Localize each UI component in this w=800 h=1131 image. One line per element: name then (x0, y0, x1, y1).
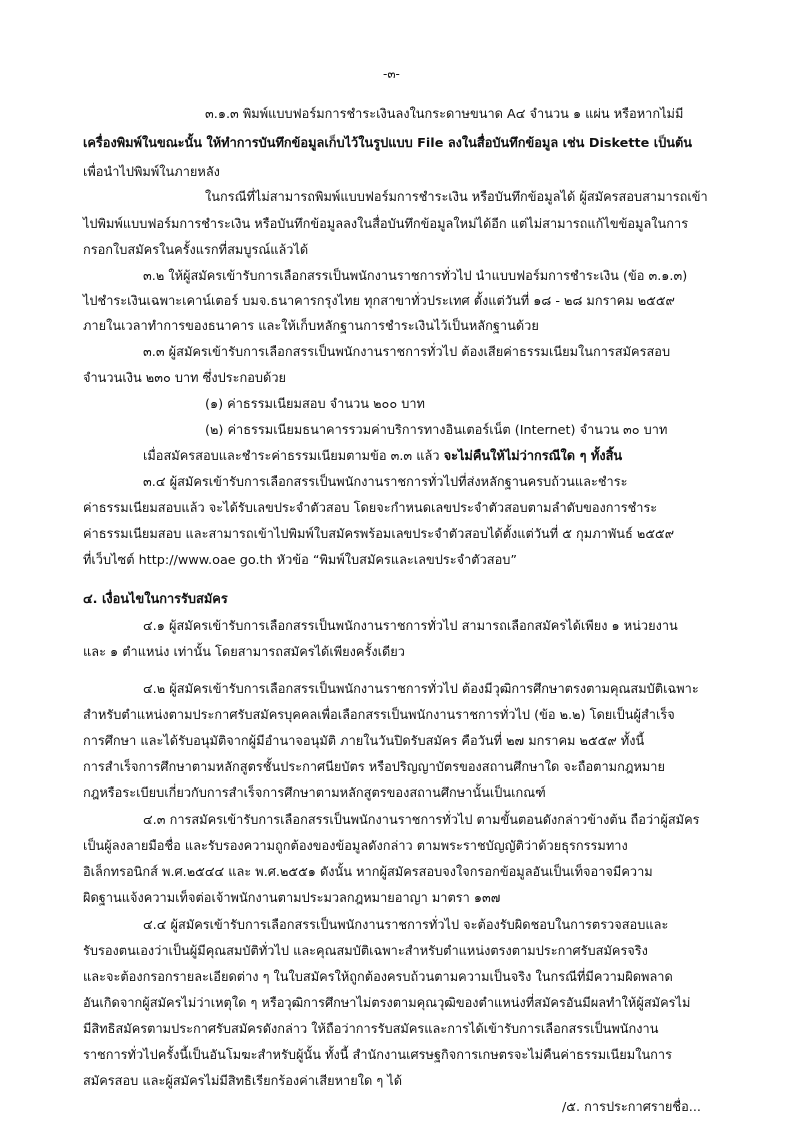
paragraph-line: กฎหรือระเบียบเกี่ยวกับการสำเร็จการศึกษาตามหลักสูตรของสถานศึกษานั้นเป็นเกณฑ์ (83, 786, 546, 801)
paragraph-line: ที่เว็บไซต์ http://www.oae go.th หัวข้อ “พิมพ์ใบสมัครและเลขประจำตัวสอบ” (83, 553, 518, 568)
page-number: -๓- (383, 67, 400, 81)
paragraph-line: เป็นผู้ลงลายมือชื่อ และรับรองความถูกต้องของข้อมูลดังกล่าว ตามพระราชบัญญัติว่าด้วยธุรกรรมทาง (83, 839, 628, 854)
paragraph-line: และ ๑ ตำแหน่ง เท่านั้น โดยสามารถสมัครได้เพียงครั้งเดียว (83, 645, 405, 660)
paragraph-line: ๔.๔ ผู้สมัครเข้ารับการเลือกสรรเป็นพนักงานราชการทั่วไป จะต้องรับผิดชอบในการตรวจสอบและ (143, 918, 669, 933)
paragraph-line: รับรองตนเองว่าเป็นผู้มีคุณสมบัติทั่วไป และคุณสมบัติเฉพาะสำหรับตำแหน่งตรงตามประกาศรับสมัครจริง (83, 944, 648, 959)
refund-note (143, 447, 622, 467)
paragraph-line: สำหรับตำแหน่งตามประกาศรับสมัครบุคคลเพื่อเลือกสรรเป็นพนักงานราชการทั่วไป (ข้อ ๒.๒) โดยเป็นผู้สำเร็จ (83, 708, 675, 723)
paragraph-line: ผิดฐานแจ้งความเท็จต่อเจ้าพนักงานตามประมวลกฎหมายอาญา มาตรา ๑๓๗ (83, 891, 501, 906)
next-page-continuation: /๕. การประกาศรายชื่อ... (562, 1100, 701, 1115)
fee-item: (๑) ค่าธรรมเนียมสอบ จำนวน ๒๐๐ บาท (205, 397, 425, 412)
paragraph-line: สมัครสอบ และผู้สมัครไม่มีสิทธิเรียกร้องค่าเสียหายใด ๆ ได้ (83, 1074, 403, 1089)
refund-note-text: เมื่อสมัครสอบและชำระค่าธรรมเนียมตามข้อ ๓.๓ แล้ว (143, 449, 444, 464)
paragraph-line: ๓.๒ ให้ผู้สมัครเข้ารับการเลือกสรรเป็นพนักงานราชการทั่วไป นำแบบฟอร์มการชำระเงิน (ข้อ ๓.๑.๓) (143, 269, 688, 284)
paragraph-line: กรอกใบสมัครในครั้งแรกที่สมบูรณ์แล้วได้ (83, 243, 309, 258)
paragraph-line: ไปพิมพ์แบบฟอร์มการชำระเงิน หรือบันทึกข้อมูลลงในสื่อบันทึกข้อมูลใหม่ได้อีก แต่ไม่สามารถแก้ไขข้อมูลในการ (83, 217, 689, 232)
paragraph-line: ค่าธรรมเนียมสอบ และสามารถเข้าไปพิมพ์ใบสมัครพร้อมเลขประจำตัวสอบได้ตั้งแต่วันที่ ๕ กุมภาพันธ์ ๒๕๕๙ (83, 527, 675, 542)
paragraph-line: มีสิทธิสมัครตามประกาศรับสมัครดังกล่าว ให้ถือว่าการรับสมัครและการได้เข้ารับการเลือกสรรเป็นพนักงาน (83, 1022, 659, 1037)
paragraph-line: เพื่อนำไปพิมพ์ในภายหลัง (83, 165, 220, 180)
paragraph-line: ค่าธรรมเนียมสอบแล้ว จะได้รับเลขประจำตัวสอบ โดยจะกำหนดเลขประจำตัวสอบตามลำดับของการชำระ (83, 501, 658, 516)
fee-item: (๒) ค่าธรรมเนียมธนาคารรวมค่าบริการทางอินเตอร์เน็ต (Internet) จำนวน ๓๐ บาท (205, 423, 668, 438)
paragraph-line: ภายในเวลาทำการของธนาคาร และให้เก็บหลักฐานการชำระเงินไว้เป็นหลักฐานด้วย (83, 319, 539, 334)
paragraph-line: ๓.๑.๓ พิมพ์แบบฟอร์มการชำระเงินลงในกระดาษขนาด A๔ จำนวน ๑ แผ่น หรือหากไม่มี (205, 107, 684, 122)
paragraph-line: ๓.๓ ผู้สมัครเข้ารับการเลือกสรรเป็นพนักงานราชการทั่วไป ต้องเสียค่าธรรมเนียมในการสมัครสอบ (143, 345, 671, 360)
paragraph-line: อันเกิดจากผู้สมัครไม่ว่าเหตุใด ๆ หรือวุฒิการศึกษาไม่ตรงตามคุณวุฒิของตำแหน่งที่สมัครอันมีผลทำให้ผู้สมัครไม่ (83, 996, 691, 1011)
paragraph-line: อิเล็กทรอนิกส์ พ.ศ.๒๕๔๔ และ พ.ศ.๒๕๕๑ ดังนั้น หากผู้สมัครสอบจงใจกรอกข้อมูลอันเป็นเท็จอาจมีความ (83, 865, 653, 880)
paragraph-line: เครื่องพิมพ์ในขณะนั้น ให้ทำการบันทึกข้อมูลเก็บไว้ในรูปแบบ File ลงในสื่อบันทึกข้อมูล เช่น Diskette เป็นต้น (83, 136, 693, 151)
paragraph-line: จำนวนเงิน ๒๓๐ บาท ซึ่งประกอบด้วย (83, 371, 287, 386)
paragraph-line: การศึกษา และได้รับอนุมัติจากผู้มีอำนาจอนุมัติ ภายในวันปิดรับสมัคร คือวันที่ ๒๗ มกราคม ๒๕๕๙ ทั้งนี้ (83, 734, 645, 749)
paragraph-line: การสำเร็จการศึกษาตามหลักสูตรชั้นประกาศนียบัตร หรือปริญญาบัตรของสถานศึกษาใด จะถือตามกฎหมาย (83, 760, 665, 775)
paragraph-line: ๓.๔ ผู้สมัครเข้ารับการเลือกสรรเป็นพนักงานราชการทั่วไปที่ส่งหลักฐานครบถ้วนและชำระ (143, 475, 628, 490)
paragraph-line: ในกรณีที่ไม่สามารถพิมพ์แบบฟอร์มการชำระเงิน หรือบันทึกข้อมูลได้ ผู้สมัครสอบสามารถเข้า (205, 190, 708, 205)
paragraph-line: ราชการทั่วไปครั้งนี้เป็นอันโมฆะสำหรับผู้นั้น ทั้งนี้ สำนักงานเศรษฐกิจการเกษตรจะไม่คืนค่าธรรมเนียมในการ (83, 1048, 672, 1063)
paragraph-line: ๔.๒ ผู้สมัครเข้ารับการเลือกสรรเป็นพนักงานราชการทั่วไป ต้องมีวุฒิการศึกษาตรงตามคุณสมบัติเฉพาะ (143, 682, 699, 697)
paragraph-line: ไปชำระเงินเฉพาะเคาน์เตอร์ บมจ.ธนาคารกรุงไทย ทุกสาขาทั่วประเทศ ตั้งแต่วันที่ ๑๘ - ๒๘ มกราคม ๒๕๕๙ (83, 294, 675, 309)
paragraph-line: ๔.๓ การสมัครเข้ารับการเลือกสรรเป็นพนักงานราชการทั่วไป ตามขั้นตอนดังกล่าวข้างต้น ถือว่าผู้สมัคร (143, 813, 700, 828)
refund-note-emphasis: จะไม่คืนให้ไม่ว่ากรณีใด ๆ ทั้งสิ้น (443, 449, 623, 464)
paragraph-line: และจะต้องกรอกรายละเอียดต่าง ๆ ในใบสมัครให้ถูกต้องครบถ้วนตามความเป็นจริง ในกรณีที่มีความผิดพลาด (83, 970, 673, 985)
section-heading: ๔. เงื่อนไขในการรับสมัคร (83, 592, 228, 607)
paragraph-line: ๔.๑ ผู้สมัครเข้ารับการเลือกสรรเป็นพนักงานราชการทั่วไป สามารถเลือกสมัครได้เพียง ๑ หน่วยงาน (143, 619, 678, 634)
